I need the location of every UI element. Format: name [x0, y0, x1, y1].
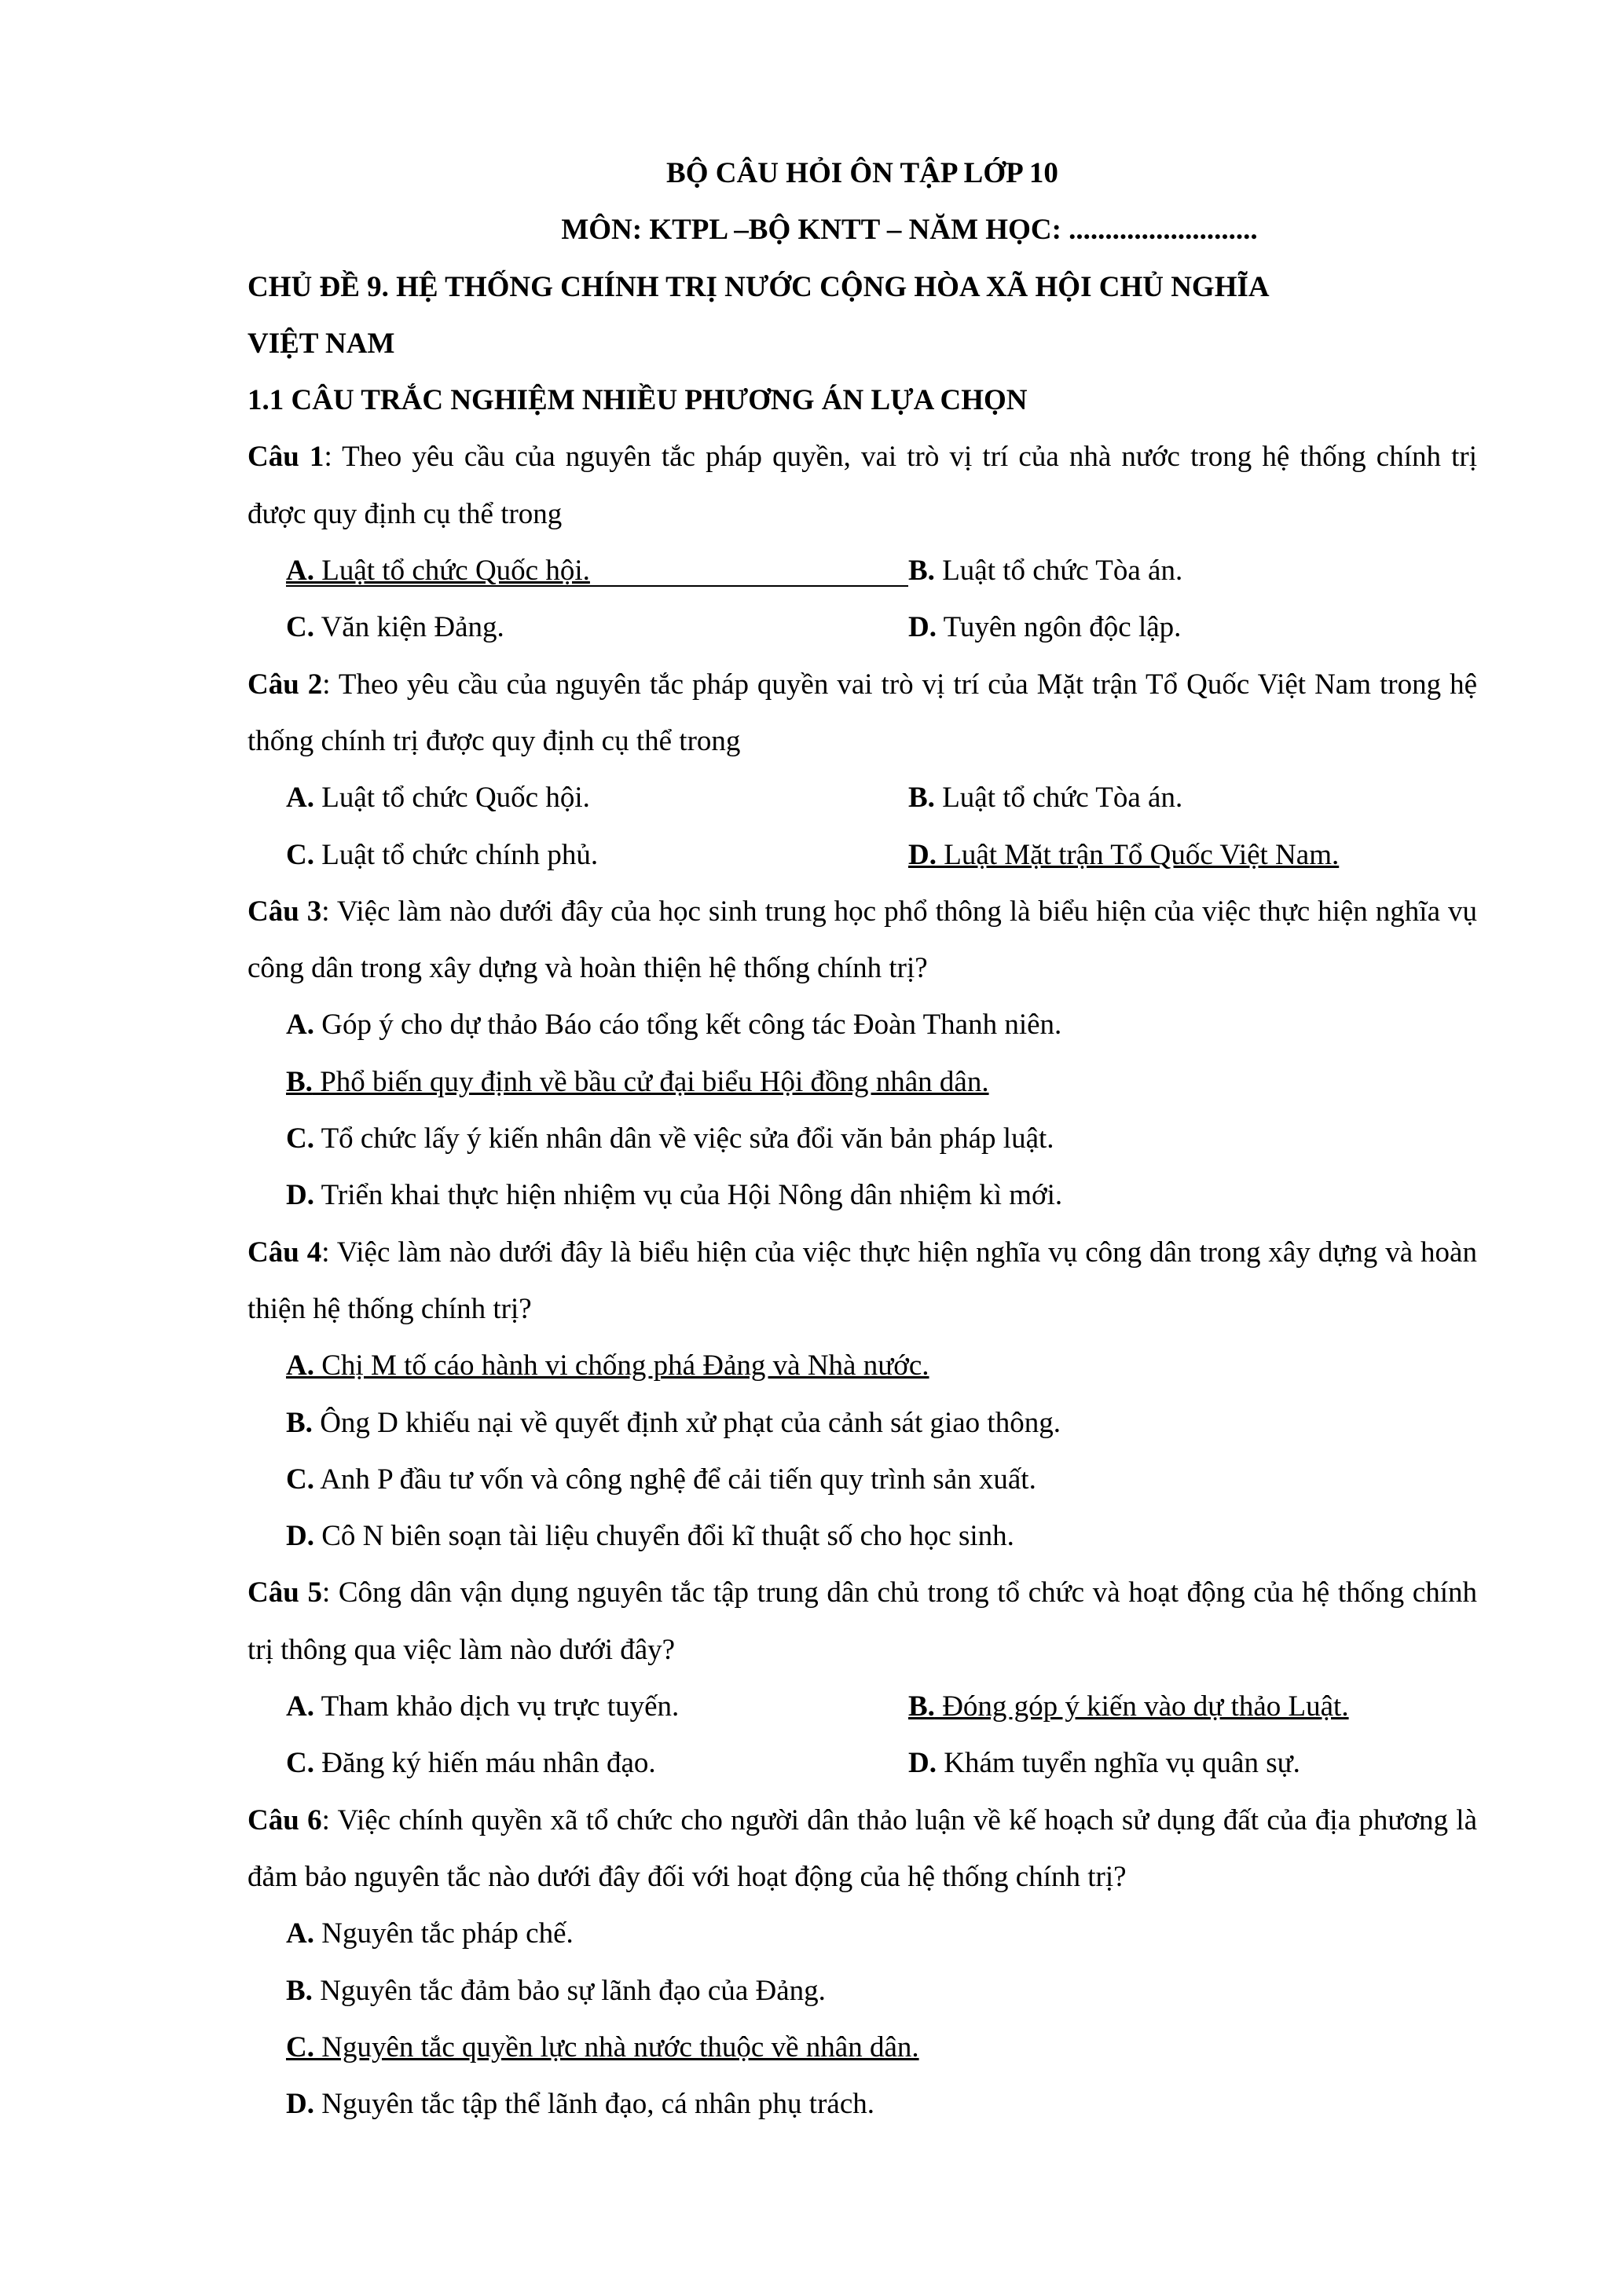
question-text: [247, 657, 1477, 771]
option-row: [247, 770, 1477, 826]
answer-text-wrap: [286, 1009, 1061, 1041]
question-label: Câu 2: [247, 668, 323, 701]
option-key: D.: [286, 1179, 314, 1212]
question-text: [247, 1792, 1477, 1906]
question-body: : Việc chính quyền xã tổ chức cho người dân thảo luận về kế hoạch sử dụng đất của địa phương là đảm bảo nguyên tắc nào dưới đây đối với hoạt động của hệ thống chính trị?: [247, 1803, 1477, 1893]
question-text: [247, 1225, 1477, 1338]
answer-text-wrap: [908, 555, 1182, 587]
option-key: B.: [286, 1065, 313, 1098]
answer-text-wrap: [286, 1917, 574, 1950]
option-row: [247, 1679, 1477, 1735]
option-row: [247, 1735, 1477, 1792]
option-text: Chị M tố cáo hành vi chống phá Đảng và Nhà nước.: [313, 1349, 929, 1382]
question-body: : Theo yêu cầu của nguyên tắc pháp quyền, vai trò vị trí của nhà nước trong hệ thống chính trị được quy định cụ thể trong: [247, 441, 1477, 530]
answer-text-wrap: [286, 1463, 1036, 1496]
answer-option: [247, 1338, 1477, 1394]
option-text: Nguyên tắc tập thể lãnh đạo, cá nhân phụ trách.: [313, 2088, 874, 2121]
option-row: [247, 827, 1477, 884]
question-body: : Việc làm nào dưới đây là biểu hiện của việc thực hiện nghĩa vụ công dân trong xây dựng và hoàn thiện hệ thống chính trị?: [247, 1236, 1477, 1325]
option-key: A.: [286, 1009, 314, 1042]
question-label: Câu 6: [247, 1803, 322, 1836]
answer-option: [247, 1395, 1477, 1452]
question-label: Câu 4: [247, 1236, 322, 1269]
option-key: B.: [908, 782, 935, 815]
answer-text-wrap: [908, 1747, 1300, 1779]
option-key: A.: [286, 555, 314, 588]
answer-option: [247, 1452, 1477, 1508]
option-key: D.: [286, 1520, 314, 1553]
question-block: [247, 1792, 1477, 2133]
question-text: [247, 884, 1477, 998]
section-heading: 1.1 CÂU TRẮC NGHIỆM NHIỀU PHƯƠNG ÁN LỰA CHỌN: [247, 384, 1028, 417]
answer-option: [286, 599, 504, 656]
question-label: Câu 3: [247, 895, 322, 928]
answer-text-wrap: [286, 1975, 826, 2007]
option-text: Tổ chức lấy ý kiến nhân dân về việc sửa đổi văn bản pháp luật.: [313, 1122, 1054, 1155]
option-key: C.: [286, 838, 314, 871]
document-page: [247, 145, 1477, 2133]
option-text: Tham khảo dịch vụ trực tuyến.: [313, 1690, 680, 1723]
option-text: Luật tổ chức Quốc hội.: [313, 782, 590, 815]
answer-option: [247, 1963, 1477, 2020]
answer-option: [908, 599, 1181, 656]
question-block: [247, 1565, 1477, 1792]
option-text: Góp ý cho dự thảo Báo cáo tổng kết công tác Đoàn Thanh niên.: [313, 1009, 1062, 1042]
answer-option: [286, 827, 598, 884]
answer-option: [908, 827, 1339, 884]
option-text: Luật tổ chức Tòa án.: [934, 555, 1183, 588]
option-text: Nguyên tắc pháp chế.: [313, 1917, 574, 1950]
answer-text-wrap: [286, 1747, 656, 1779]
answer-option: [247, 1111, 1477, 1167]
question-body: : Việc làm nào dưới đây của học sinh trung học phổ thông là biểu hiện của việc thực hiện nghĩa vụ công dân trong xây dựng và hoàn thiện hệ thống chính trị?: [247, 895, 1477, 985]
document-subtitle: MÔN: KTPL –BỘ KNTT – NĂM HỌC: ..........................: [561, 214, 1258, 247]
question-label: Câu 1: [247, 441, 324, 474]
option-text: Đăng ký hiến máu nhân đạo.: [313, 1747, 656, 1780]
option-key: A.: [286, 1917, 314, 1950]
correct-answer: [286, 1349, 929, 1382]
option-text: Luật Mặt trận Tổ Quốc Việt Nam.: [936, 838, 1340, 871]
option-text: Khám tuyển nghĩa vụ quân sự.: [936, 1747, 1300, 1780]
option-row: [247, 599, 1477, 656]
answer-text-wrap: [286, 782, 590, 814]
question-body: : Công dân vận dụng nguyên tắc tập trung dân chủ trong tổ chức và hoạt động của hệ thống chính trị thông qua việc làm nào dưới đây?: [247, 1576, 1477, 1666]
document-title: BỘ CÂU HỎI ÔN TẬP LỚP 10: [666, 157, 1058, 189]
option-text: Luật tổ chức Quốc hội.: [313, 555, 590, 588]
option-key: D.: [286, 2088, 314, 2121]
answer-option: [908, 543, 1182, 599]
question-block: [247, 657, 1477, 884]
question-label: Câu 5: [247, 1576, 322, 1609]
option-text: Văn kiện Đảng.: [313, 611, 504, 644]
option-key: D.: [908, 1747, 937, 1780]
option-row: [247, 543, 1477, 599]
option-text: Luật tổ chức chính phủ.: [313, 838, 599, 871]
answer-option: [247, 1906, 1477, 1962]
option-text: Nguyên tắc quyền lực nhà nước thuộc về nhân dân.: [313, 2031, 919, 2063]
option-key: B.: [908, 555, 935, 588]
answer-option: [286, 543, 908, 599]
option-text: Triển khai thực hiện nhiệm vụ của Hội Nông dân nhiệm kì mới.: [313, 1179, 1063, 1212]
answer-option: [247, 1054, 1477, 1111]
answer-option: [908, 1679, 1349, 1735]
question-text: [247, 429, 1477, 543]
answer-option: [247, 1167, 1477, 1224]
option-key: C.: [286, 2031, 314, 2063]
question-list: [247, 429, 1477, 2133]
option-key: C.: [286, 1747, 314, 1780]
question-text: [247, 1565, 1477, 1679]
correct-answer: [908, 1690, 1349, 1723]
answer-option: [908, 770, 1182, 826]
answer-option: [908, 1735, 1300, 1792]
answer-text-wrap: [286, 1520, 1014, 1552]
correct-answer: [286, 1066, 989, 1098]
correct-answer: [286, 557, 908, 587]
option-key: A.: [286, 1349, 314, 1382]
option-key: B.: [286, 1974, 313, 2007]
answer-text-wrap: [286, 1122, 1054, 1155]
option-key: B.: [908, 1690, 935, 1723]
answer-option: [286, 770, 590, 826]
answer-text-wrap: [908, 782, 1182, 814]
answer-text-wrap: [908, 611, 1181, 643]
option-key: D.: [908, 838, 937, 871]
question-block: [247, 1225, 1477, 1565]
answer-option: [247, 1508, 1477, 1565]
option-text: Phổ biến quy định về bầu cử đại biểu Hội đồng nhân dân.: [312, 1065, 989, 1098]
answer-option: [247, 2076, 1477, 2133]
answer-option: [247, 997, 1477, 1053]
option-text: Tuyên ngôn độc lập.: [936, 611, 1182, 644]
correct-answer: [908, 839, 1339, 871]
answer-option: [286, 1735, 656, 1792]
option-text: Cô N biên soạn tài liệu chuyển đổi kĩ thuật số cho học sinh.: [313, 1520, 1014, 1553]
option-key: C.: [286, 611, 314, 644]
option-text: Đóng góp ý kiến vào dự thảo Luật.: [934, 1690, 1349, 1723]
option-key: C.: [286, 1122, 314, 1155]
answer-text-wrap: [286, 611, 504, 643]
correct-answer: [286, 2031, 919, 2063]
question-block: [247, 429, 1477, 656]
question-block: [247, 884, 1477, 1225]
answer-option: [286, 1679, 679, 1735]
option-key: D.: [908, 611, 937, 644]
option-key: C.: [286, 1463, 314, 1496]
option-text: Nguyên tắc đảm bảo sự lãnh đạo của Đảng.: [312, 1974, 826, 2007]
answer-text-wrap: [286, 1690, 679, 1723]
option-text: Luật tổ chức Tòa án.: [934, 782, 1183, 815]
answer-text-wrap: [286, 839, 598, 871]
answer-text-wrap: [286, 2088, 874, 2120]
question-body: : Theo yêu cầu của nguyên tắc pháp quyền vai trò vị trí của Mặt trận Tổ Quốc Việt Nam trong hệ thống chính trị được quy định cụ thể trong: [247, 668, 1477, 757]
answer-option: [247, 2020, 1477, 2076]
topic-heading-line2: VIỆT NAM: [247, 327, 395, 360]
option-text: Ông D khiếu nại về quyết định xử phạt của cảnh sát giao thông.: [312, 1406, 1061, 1439]
topic-heading-line1: CHỦ ĐỀ 9. HỆ THỐNG CHÍNH TRỊ NƯỚC CỘNG HÒA XÃ HỘI CHỦ NGHĨA: [247, 270, 1270, 303]
answer-text-wrap: [286, 1179, 1062, 1211]
answer-text-wrap: [286, 1407, 1061, 1439]
option-key: A.: [286, 782, 314, 815]
option-key: B.: [286, 1406, 313, 1439]
option-text: Anh P đầu tư vốn và công nghệ để cải tiến quy trình sản xuất.: [313, 1463, 1036, 1496]
option-key: A.: [286, 1690, 314, 1723]
